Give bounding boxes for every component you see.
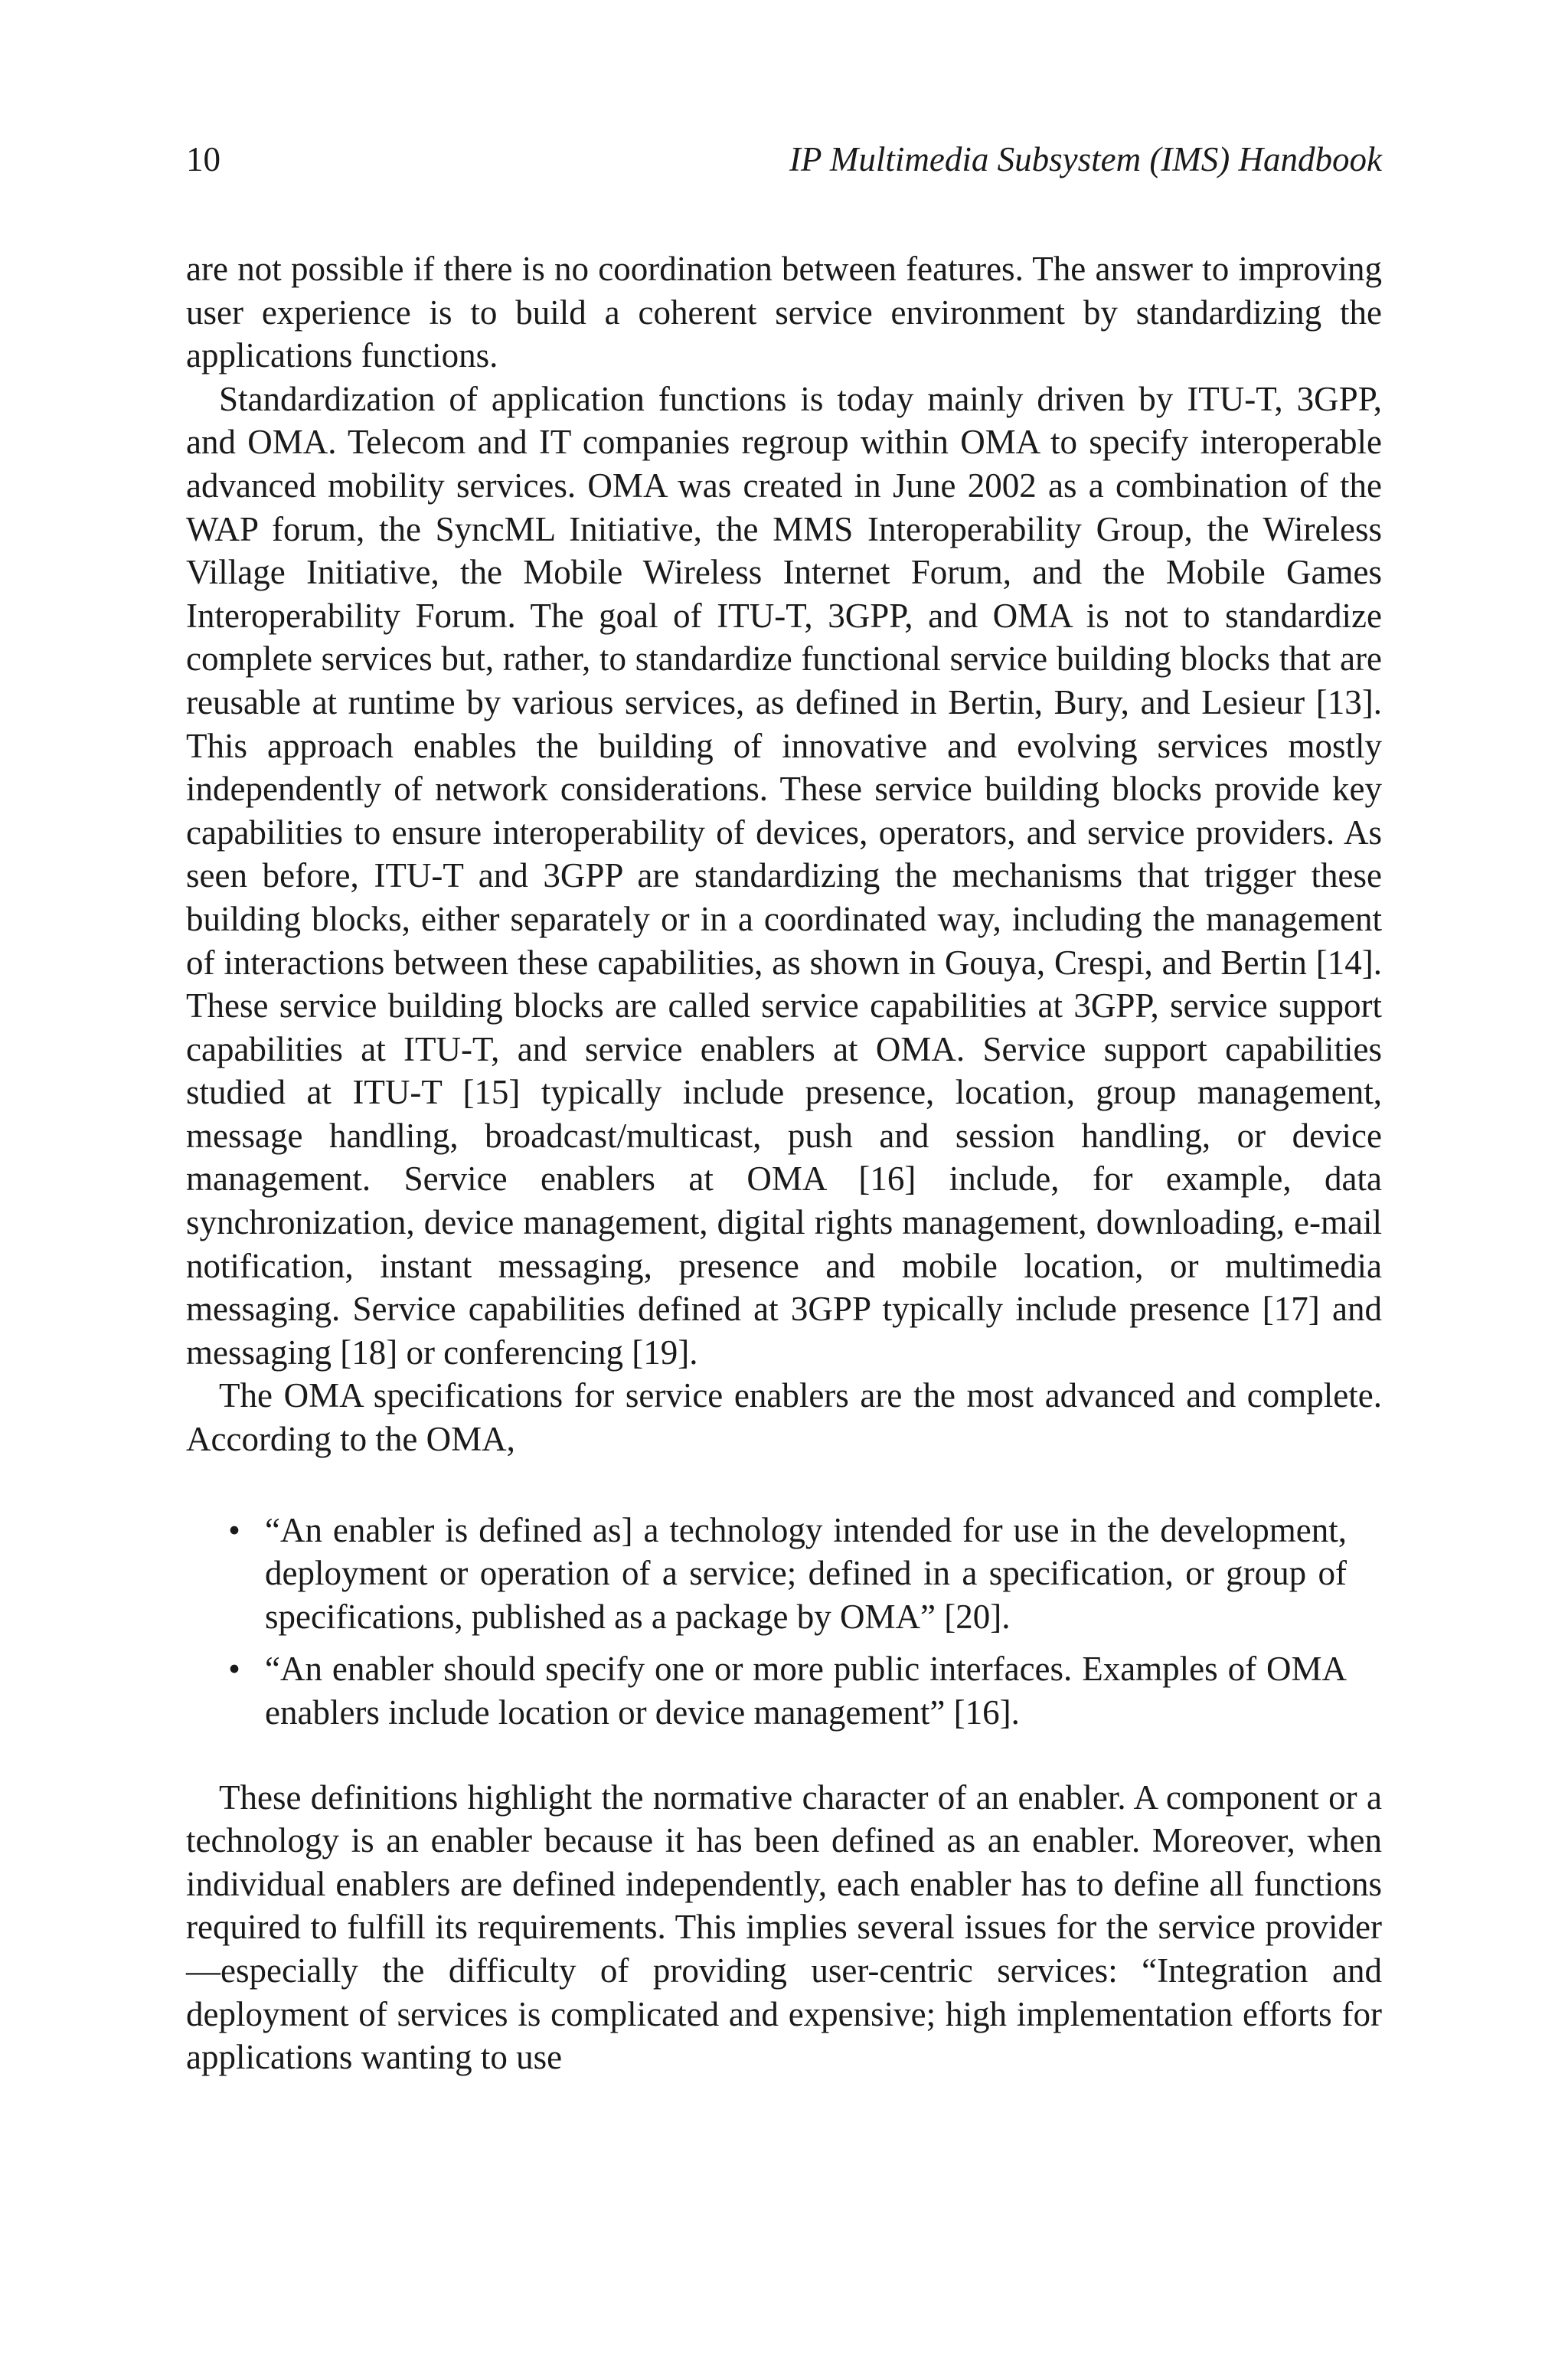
bullet-text: “An enabler should specify one or more public interfaces. Examples of OMA enablers include location or device management” [16].: [265, 1650, 1347, 1732]
bullet-item: [228, 1647, 1347, 1734]
bullet-text: “An enabler is defined as] a technology intended for use in the development, deployment or operation of a service; defined in a specification, or group of specifications, published as a package by OMA” [20].: [265, 1510, 1347, 1636]
page-header: [186, 135, 1382, 184]
bullet-list: [186, 1509, 1382, 1735]
bullet-icon: •: [228, 1510, 240, 1549]
paragraph-2: Standardization of application functions is today mainly driven by ITU-T, 3GPP, and OMA. Telecom and IT companies regroup within OMA to specify interoperable advanced mobility services. OMA was created in June 2002 as a combination of the WAP forum, the SyncML Initiative, the MMS Interoperability Group, the Wireless Village Initiative, the Mobile Wireless Internet Forum, and the Mobile Games Interoperability Forum. The goal of ITU-T, 3GPP, and OMA is not to standardize complete services but, rather, to standardize functional service building blocks that are reusable at runtime by various services, as defined in Bertin, Bury, and Lesieur [13]. This approach enables the building of innovative and evolving services mostly independently of network considerations. These service building blocks provide key capabilities to ensure interoperability of devices, operators, and service providers. As seen before, ITU-T and 3GPP are standardizing the mechanisms that trigger these building blocks, either separately or in a coordinated way, including the management of interactions between these capabilities, as shown in Gouya, Crespi, and Bertin [14]. These service building blocks are called service capabilities at 3GPP, service support capabilities at ITU-T, and service enablers at OMA. Service support capabilities studied at ITU-T [15] typically include presence, location, group management, message handling, broadcast/multicast, push and session handling, or device management. Service enablers at OMA [16] include, for example, data synchronization, device management, digital rights management, downloading, e-mail notification, instant messaging, presence and mobile location, or multimedia messaging. Service capabilities defined at 3GPP typically include presence [17] and messaging [18] or conferencing [19].: [186, 379, 1382, 1372]
bullet-icon: •: [228, 1650, 240, 1689]
paragraph-4: These definitions highlight the normative character of an enabler. A component or a technology is an enabler because it has been defined as an enabler. Moreover, when individual enablers are defined independently, each enabler has to define all functions required to fulfill its requirements. This implies several issues for the service provider—especially the difficulty of providing user-centric services: “Integration and deployment of services is complicated and expensive; high implementation efforts for applications wanting to use: [186, 1778, 1382, 2077]
body-text: [186, 247, 1382, 2079]
paragraph-1: are not possible if there is no coordination between features. The answer to improving user experience is to build a coherent service environment by standardizing the applications functions.: [186, 250, 1382, 375]
paragraph-3: The OMA specifications for service enablers are the most advanced and complete. According to the OMA,: [186, 1376, 1382, 1459]
running-title: IP Multimedia Subsystem (IMS) Handbook: [789, 140, 1382, 178]
bullet-item: [228, 1509, 1347, 1639]
page-number: 10: [186, 140, 220, 178]
